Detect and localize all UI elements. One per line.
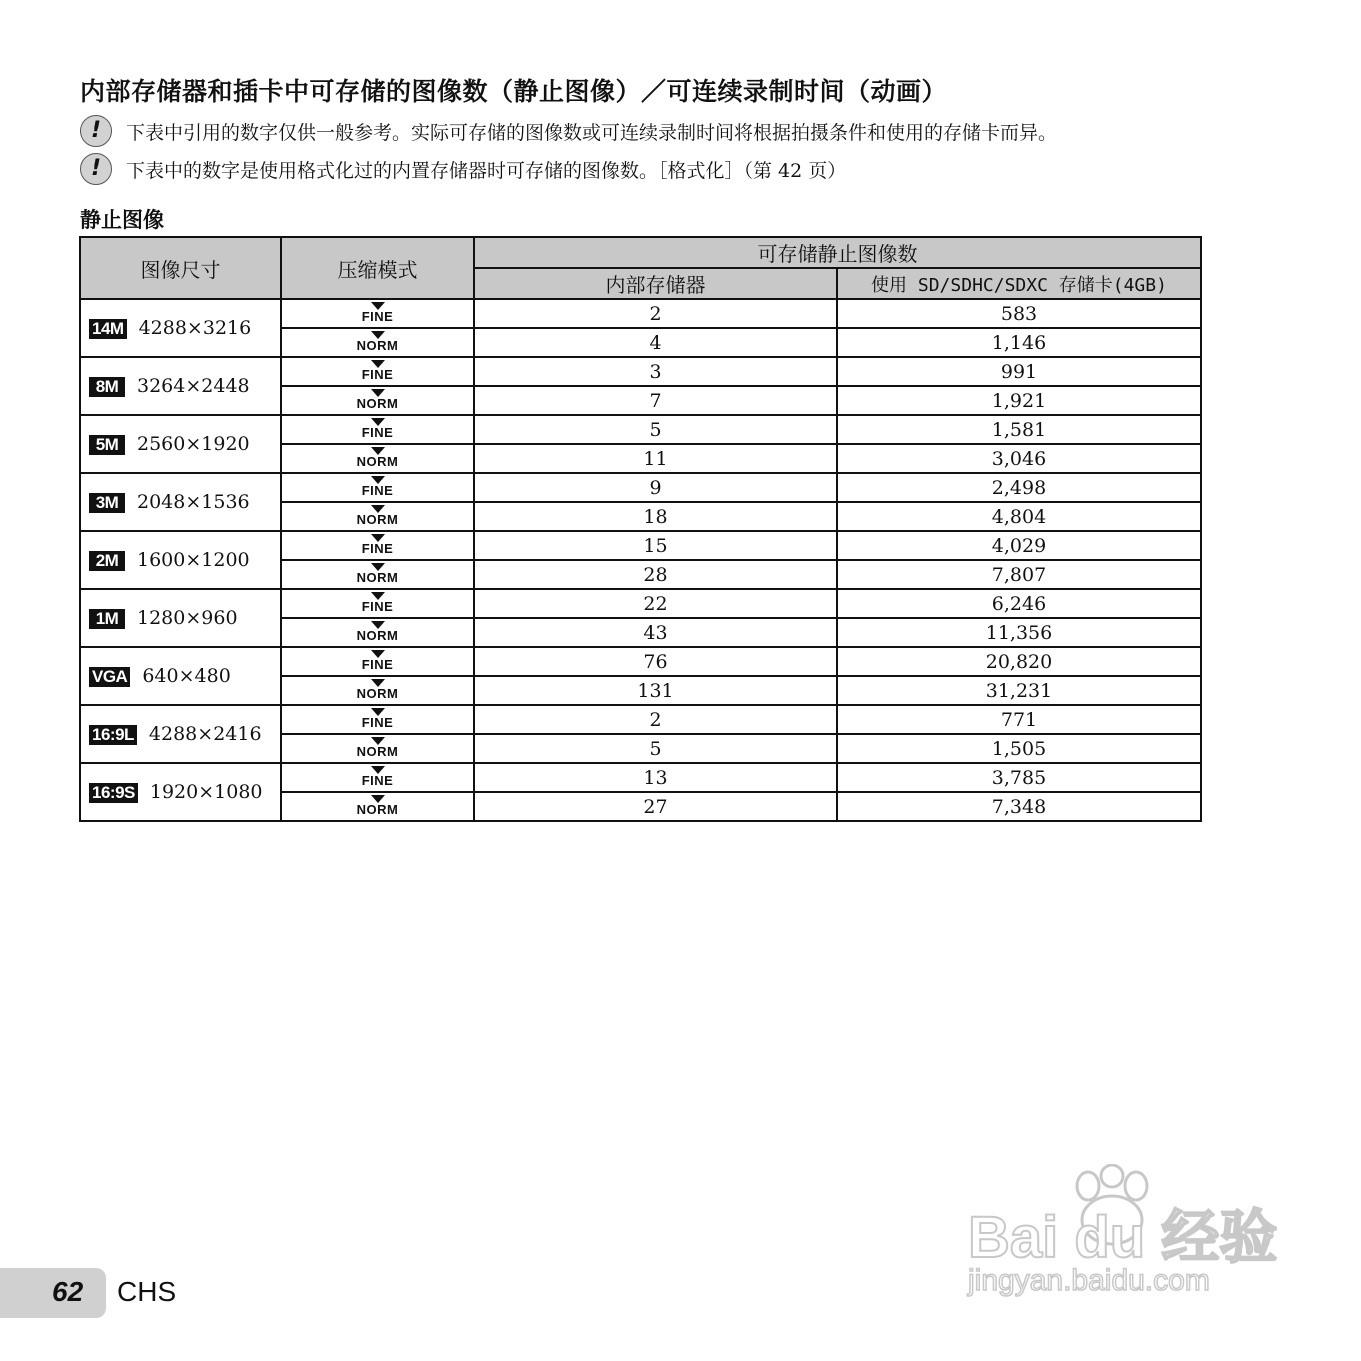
card-count: 31,231 bbox=[837, 676, 1201, 705]
fine-quality-icon: FINE bbox=[362, 360, 394, 382]
compression-cell bbox=[281, 560, 474, 589]
internal-count: 9 bbox=[474, 473, 837, 502]
fine-quality-icon: FINE bbox=[362, 418, 394, 440]
storage-table bbox=[79, 236, 1202, 822]
compression-cell bbox=[281, 792, 474, 821]
internal-count: 18 bbox=[474, 502, 837, 531]
normal-quality-icon: NORM bbox=[357, 621, 399, 643]
compression-cell bbox=[281, 386, 474, 415]
compression-cell bbox=[281, 734, 474, 763]
image-size-icon: 2M bbox=[89, 551, 125, 571]
card-count: 1,581 bbox=[837, 415, 1201, 444]
internal-count: 76 bbox=[474, 647, 837, 676]
normal-quality-icon: NORM bbox=[357, 737, 399, 759]
card-count: 3,785 bbox=[837, 763, 1201, 792]
normal-quality-icon: NORM bbox=[357, 389, 399, 411]
image-size-icon: 1M bbox=[89, 609, 125, 629]
fine-quality-icon: FINE bbox=[362, 766, 394, 788]
image-size-cell bbox=[80, 415, 281, 473]
card-count: 3,046 bbox=[837, 444, 1201, 473]
header-image-size: 图像尺寸 bbox=[80, 237, 281, 299]
internal-count: 4 bbox=[474, 328, 837, 357]
watermark-logo: Bai du 经验 bbox=[968, 1205, 1278, 1270]
compression-cell bbox=[281, 647, 474, 676]
header-compression: 压缩模式 bbox=[281, 237, 474, 299]
image-size-value: 2048×1536 bbox=[137, 491, 250, 513]
image-size-value: 640×480 bbox=[142, 665, 231, 687]
card-count: 583 bbox=[837, 299, 1201, 328]
image-size-cell bbox=[80, 357, 281, 415]
image-size-cell bbox=[80, 763, 281, 821]
header-storable: 可存储静止图像数 bbox=[474, 237, 1201, 268]
internal-count: 11 bbox=[474, 444, 837, 473]
image-size-cell bbox=[80, 705, 281, 763]
card-count: 20,820 bbox=[837, 647, 1201, 676]
image-size-value: 1920×1080 bbox=[149, 781, 263, 803]
fine-quality-icon: FINE bbox=[362, 302, 394, 324]
image-size-icon: VGA bbox=[89, 667, 130, 687]
image-size-value: 1280×960 bbox=[137, 607, 238, 629]
fine-quality-icon: FINE bbox=[362, 650, 394, 672]
note-1 bbox=[80, 114, 1057, 148]
caution-icon: ! bbox=[80, 115, 112, 147]
internal-count: 3 bbox=[474, 357, 837, 386]
page-number: 62 bbox=[52, 1276, 84, 1307]
image-size-value: 3264×2448 bbox=[137, 375, 250, 397]
normal-quality-icon: NORM bbox=[357, 563, 399, 585]
normal-quality-icon: NORM bbox=[357, 795, 399, 817]
language-code: CHS bbox=[117, 1276, 177, 1307]
card-count: 6,246 bbox=[837, 589, 1201, 618]
compression-cell bbox=[281, 299, 474, 328]
internal-count: 5 bbox=[474, 415, 837, 444]
watermark-url: jingyan.baidu.com bbox=[968, 1264, 1210, 1297]
compression-cell bbox=[281, 618, 474, 647]
image-size-icon: 3M bbox=[89, 493, 125, 513]
image-size-cell bbox=[80, 299, 281, 357]
table-row bbox=[80, 589, 1201, 618]
note-2-text: 下表中的数字是使用格式化过的内置存储器时可存储的图像数。［格式化］（第 42 页） bbox=[126, 159, 847, 182]
card-count: 4,804 bbox=[837, 502, 1201, 531]
internal-count: 28 bbox=[474, 560, 837, 589]
compression-cell bbox=[281, 705, 474, 734]
card-count: 4,029 bbox=[837, 531, 1201, 560]
table-row bbox=[80, 357, 1201, 386]
fine-quality-icon: FINE bbox=[362, 534, 394, 556]
compression-cell bbox=[281, 328, 474, 357]
table-row bbox=[80, 705, 1201, 734]
header-card: 使用 SD/SDHC/SDXC 存储卡(4GB) bbox=[837, 268, 1201, 299]
table-row bbox=[80, 531, 1201, 560]
page-title: 内部存储器和插卡中可存储的图像数（静止图像）／可连续录制时间（动画） bbox=[80, 77, 948, 106]
compression-cell bbox=[281, 415, 474, 444]
image-size-value: 4288×3216 bbox=[138, 317, 252, 339]
card-count: 2,498 bbox=[837, 473, 1201, 502]
card-count: 1,146 bbox=[837, 328, 1201, 357]
card-count: 7,807 bbox=[837, 560, 1201, 589]
image-size-cell bbox=[80, 589, 281, 647]
internal-count: 2 bbox=[474, 299, 837, 328]
normal-quality-icon: NORM bbox=[357, 447, 399, 469]
internal-count: 7 bbox=[474, 386, 837, 415]
internal-count: 13 bbox=[474, 763, 837, 792]
compression-cell bbox=[281, 502, 474, 531]
note-2 bbox=[80, 152, 846, 186]
fine-quality-icon: FINE bbox=[362, 708, 394, 730]
internal-count: 43 bbox=[474, 618, 837, 647]
table-row bbox=[80, 299, 1201, 328]
normal-quality-icon: NORM bbox=[357, 505, 399, 527]
card-count: 7,348 bbox=[837, 792, 1201, 821]
caution-icon: ! bbox=[80, 153, 112, 185]
image-size-icon: 8M bbox=[89, 377, 125, 397]
image-size-icon: 14M bbox=[89, 319, 127, 339]
table-row bbox=[80, 647, 1201, 676]
image-size-value: 4288×2416 bbox=[148, 723, 262, 745]
image-size-cell bbox=[80, 647, 281, 705]
internal-count: 2 bbox=[474, 705, 837, 734]
internal-count: 131 bbox=[474, 676, 837, 705]
internal-count: 15 bbox=[474, 531, 837, 560]
fine-quality-icon: FINE bbox=[362, 476, 394, 498]
image-size-value: 1600×1200 bbox=[137, 549, 250, 571]
compression-cell bbox=[281, 473, 474, 502]
header-internal: 内部存储器 bbox=[474, 268, 837, 299]
compression-cell bbox=[281, 676, 474, 705]
normal-quality-icon: NORM bbox=[357, 331, 399, 353]
internal-count: 22 bbox=[474, 589, 837, 618]
internal-count: 5 bbox=[474, 734, 837, 763]
card-count: 1,921 bbox=[837, 386, 1201, 415]
image-size-cell bbox=[80, 473, 281, 531]
compression-cell bbox=[281, 444, 474, 473]
section-title: 静止图像 bbox=[80, 208, 164, 232]
table-row bbox=[80, 763, 1201, 792]
image-size-value: 2560×1920 bbox=[137, 433, 250, 455]
image-size-icon: 5M bbox=[89, 435, 125, 455]
table-row bbox=[80, 415, 1201, 444]
fine-quality-icon: FINE bbox=[362, 592, 394, 614]
note-1-text: 下表中引用的数字仅供一般参考。实际可存储的图像数或可连续录制时间将根据拍摄条件和使用的存储卡而异。 bbox=[126, 121, 1058, 144]
card-count: 991 bbox=[837, 357, 1201, 386]
card-count: 771 bbox=[837, 705, 1201, 734]
card-count: 1,505 bbox=[837, 734, 1201, 763]
image-size-cell bbox=[80, 531, 281, 589]
compression-cell bbox=[281, 357, 474, 386]
image-size-icon: 16:9L bbox=[89, 725, 137, 745]
card-count: 11,356 bbox=[837, 618, 1201, 647]
normal-quality-icon: NORM bbox=[357, 679, 399, 701]
internal-count: 27 bbox=[474, 792, 837, 821]
compression-cell bbox=[281, 531, 474, 560]
compression-cell bbox=[281, 763, 474, 792]
table-row bbox=[80, 473, 1201, 502]
image-size-icon: 16:9S bbox=[89, 783, 138, 803]
compression-cell bbox=[281, 589, 474, 618]
